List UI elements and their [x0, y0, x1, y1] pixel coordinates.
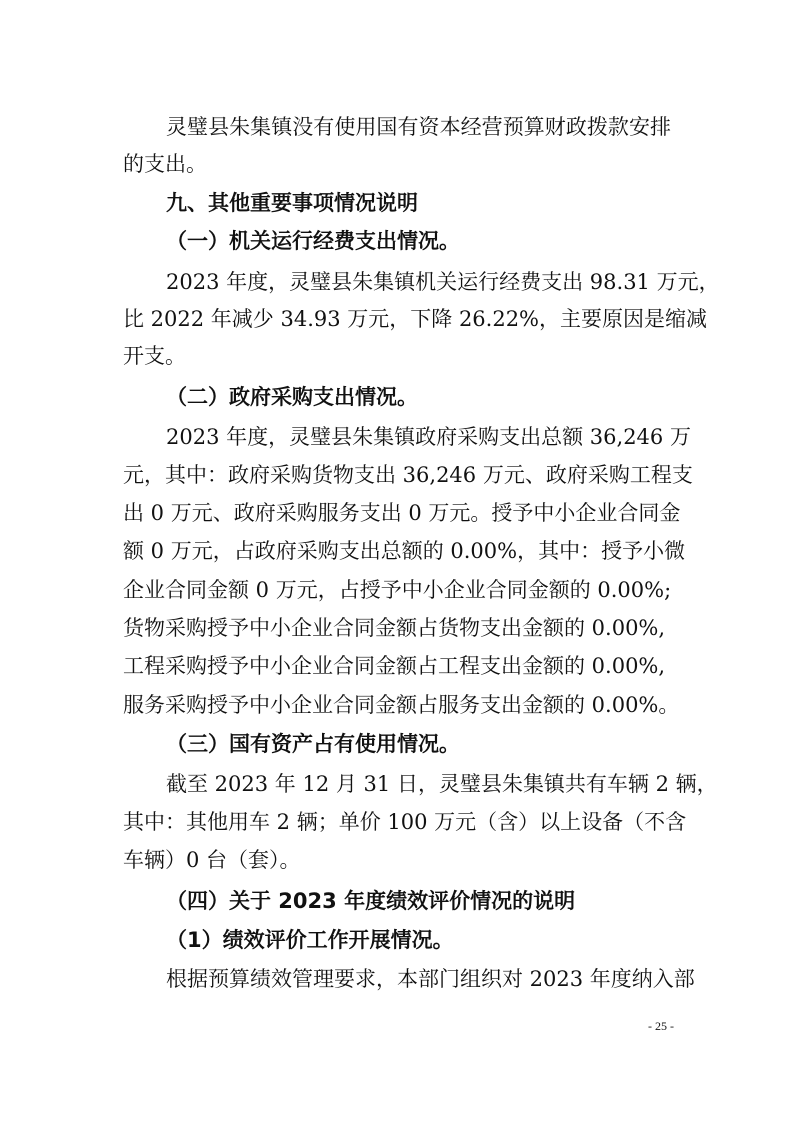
- paragraph-line: 比 2022 年减少 34.93 万元，下降 26.22%，主要原因是缩减: [123, 307, 708, 331]
- paragraph-line: 灵璧县朱集镇没有使用国有资本经营预算财政拨款安排: [166, 115, 671, 139]
- paragraph-line: 元，其中：政府采购货物支出 36,246 万元、政府采购工程支: [123, 463, 693, 487]
- page-number: - 25 -: [648, 1019, 674, 1033]
- paragraph-line: 的支出。: [123, 152, 207, 176]
- paragraph-line: 2023 年度，灵璧县朱集镇政府采购支出总额 36,246 万: [166, 425, 691, 449]
- paragraph-line: 工程采购授予中小企业合同金额占工程支出金额的 0.00%,: [123, 654, 666, 678]
- paragraph-line: 其中：其他用车 2 辆；单价 100 万元（含）以上设备（不含: [123, 810, 687, 834]
- subsection-heading: （四）关于 2023 年度绩效评价情况的说明: [166, 889, 576, 913]
- paragraph-line: 服务采购授予中小企业合同金额占服务支出金额的 0.00%。: [123, 693, 680, 717]
- subsection-heading: （一）机关运行经费支出情况。: [166, 229, 460, 253]
- subsection-heading: （二）政府采购支出情况。: [166, 385, 418, 409]
- subsection-heading: （三）国有资产占有使用情况。: [166, 732, 460, 756]
- paragraph-line: 货物采购授予中小企业合同金额占货物支出金额的 0.00%,: [123, 616, 666, 640]
- paragraph-line: 出 0 万元、政府采购服务支出 0 万元。授予中小企业合同金: [123, 501, 681, 525]
- paragraph-line: 开支。: [123, 344, 186, 368]
- paragraph-line: 企业合同金额 0 万元，占授予中小企业合同金额的 0.00%;: [123, 578, 672, 602]
- paragraph-line: 截至 2023 年 12 月 31 日，灵璧县朱集镇共有车辆 2 辆，: [166, 772, 718, 796]
- paragraph-line: 2023 年度，灵璧县朱集镇机关运行经费支出 98.31 万元，: [166, 270, 720, 294]
- section-heading: 九、其他重要事项情况说明: [166, 191, 418, 215]
- sub-subsection-heading: （1）绩效评价工作开展情况。: [166, 928, 454, 952]
- paragraph-line: 额 0 万元，占政府采购支出总额的 0.00%，其中：授予小微: [123, 539, 686, 563]
- paragraph-line: 根据预算绩效管理要求，本部门组织对 2023 年度纳入部: [166, 967, 695, 991]
- paragraph-line: 车辆）0 台（套）。: [123, 848, 301, 872]
